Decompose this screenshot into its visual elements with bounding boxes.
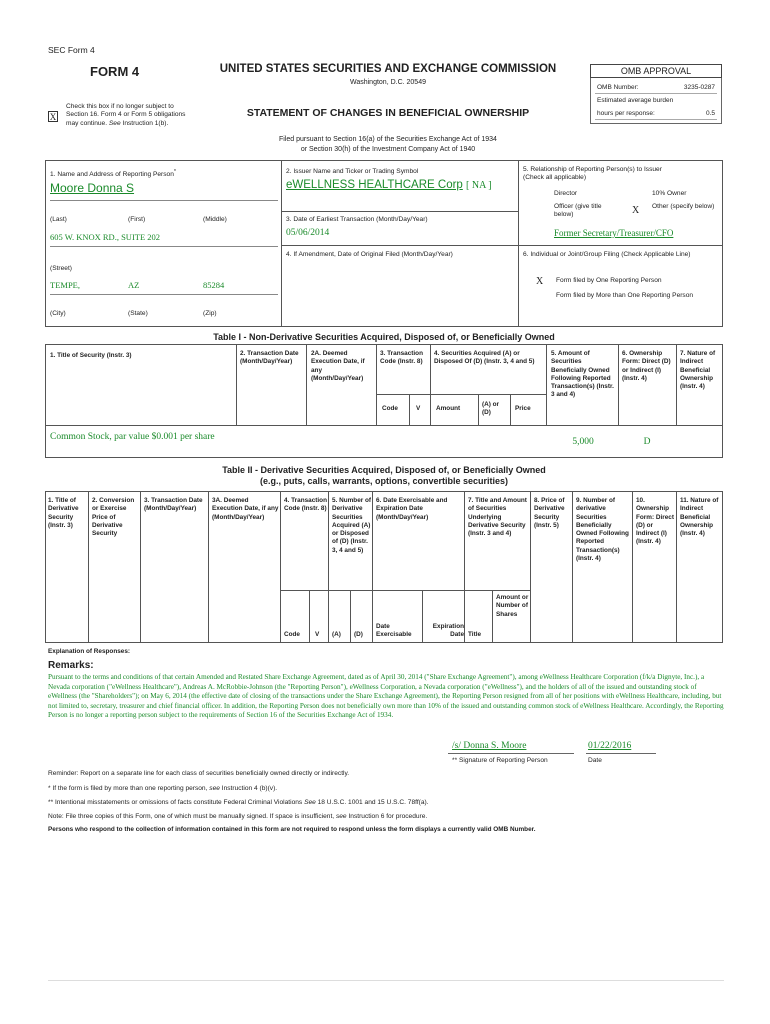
no-longer-subject-text: Check this box if no longer subject to Section 16. Form 4 or Form 5 obligations may continue. See Instruction 1(b). (66, 103, 186, 127)
reporting-city: TEMPE, (50, 280, 80, 290)
t2-col2-header: 2. Conversion or Exercise Price of Derivative Security (92, 497, 135, 538)
t2-col9-header: 9. Number of derivative Securities Beneficially Owned Following Reported Transaction(s) (Instr. 4) (576, 497, 629, 563)
t2-sub-date-exercisable: Date Exercisable (376, 623, 412, 639)
t1-col1-header: 1. Title of Security (Instr. 3) (50, 352, 132, 359)
t2-col7-header: 7. Title and Amount of Securities Underlying Derivative Security (Instr. 3 and 4) (468, 497, 527, 538)
omb-approval-title: OMB APPROVAL (590, 64, 722, 78)
t2-sub-expiration-date: Expiration Date (432, 623, 464, 639)
remarks-label: Remarks: (48, 660, 94, 671)
filed-by-more-option[interactable]: Form filed by More than One Reporting Person (556, 292, 694, 299)
first-label: (First) (128, 216, 146, 223)
omb-hours-value: 0.5 (705, 110, 715, 117)
state-label: (State) (128, 310, 148, 317)
explanation-label: Explanation of Responses: (48, 648, 131, 655)
earliest-transaction-date: 05/06/2014 (286, 228, 330, 238)
t2-sub-d: (D) (354, 631, 363, 638)
signature: /s/ Donna S. Moore (452, 741, 527, 751)
box3-label: 3. Date of Earliest Transaction (Month/Day/Year) (286, 216, 428, 223)
sec-form-label: SEC Form 4 (48, 45, 95, 55)
t2-sub-code: Code (284, 631, 300, 638)
reporting-state: AZ (128, 280, 140, 290)
filing-check-mark: X (536, 276, 544, 287)
t2-sub-a: (A) (332, 631, 341, 638)
t1-row1-amount-owned: 5,000 (572, 437, 594, 447)
filed-pursuant: Filed pursuant to Section 16(a) of the Securities Exchange Act of 1934 or Section 30(h) of the Investment Company Act of 1940 (279, 136, 497, 153)
table1-title: Table I - Non-Derivative Securities Acquired, Disposed of, or Beneficially Owned (213, 332, 555, 342)
t2-col1-header: 1. Title of Derivative Security (Instr. 3) (48, 497, 79, 529)
filed-by-one-option[interactable]: Form filed by One Reporting Person (556, 277, 662, 284)
t1-col4-header: 4. Securities Acquired (A) or Disposed Of (D) (Instr. 3, 4 and 5) (434, 350, 535, 366)
t2-sub-amount: Amount or Number of Shares (496, 594, 529, 618)
omb-burden-label: Estimated average burden (597, 97, 674, 104)
t2-col10-header: 10. Ownership Form: Direct (D) or Indirect (I) (Instr. 4) (636, 497, 674, 546)
t1-col2a-header: 2A. Deemed Execution Date, if any (Month/Day/Year) (311, 350, 365, 382)
note-copies: Note: File three copies of this Form, one of which must be manually signed. If space is insufficient, see Instruction 6 for procedure. (48, 813, 428, 820)
reporting-zip: 85284 (203, 280, 225, 290)
note-multiple-filers: * If the form is filed by more than one reporting person, see Instruction 4 (b)(v). (48, 785, 278, 792)
t1-col3-header: 3. Transaction Code (Instr. 8) (380, 350, 423, 366)
t2-col3-header: 3. Transaction Date (Month/Day/Year) (144, 497, 203, 513)
date-label: Date (588, 757, 602, 764)
box5-label: 5. Relationship of Reporting Person(s) to Issuer (Check all applicable) (523, 166, 662, 182)
remarks-text: Pursuant to the terms and conditions of that certain Amended and Restated Share Exchange Agreement, dated as of April 30, 2014 ("Share Exchange Agreement"), among eWellness Healthcare Corporation (f/k/a Dignyte, Inc.), a Nevada corporation ("eWellness Healthcare"), Andreas A. McRobbie-Johnson (the "Reporting Person"), eWellness Corporation, a Nevada corporation ("eWellness"), and the holders of all of the issued and outstanding stock of eWellness (the "Shareholders"); on May 6, 2014 (the effective date of closing of the transactions under the Share Exchange Agreement), the Reporting Person resigned from all of her positions with eWellness Healthcare, including, but not limited to, secretary, treasurer and chief financial officer. In addition, the Reporting Person does not beneficially own more than 10% of the issued and outstanding common stock of eWellness Healthcare. Accordingly, the Reporting Person is no longer a reporting person subject to the requirements of Section 16 of the Securities Exchange Act of 1934. (48, 673, 724, 720)
box4-label: 4. If Amendment, Date of Original Filed (Month/Day/Year) (286, 251, 453, 258)
middle-label: (Middle) (203, 216, 227, 223)
table2-title: Table II - Derivative Securities Acquired, Disposed of, or Beneficially Owned (e.g., puts, calls, warrants, options, convertible securities) (222, 465, 546, 486)
officer-check-mark: X (632, 205, 640, 216)
t1-sub-v: V (416, 405, 421, 412)
issuer-name[interactable]: eWELLNESS HEALTHCARE Corp [ NA ] (286, 179, 492, 191)
t1-row1-ownership-form: D (643, 437, 651, 447)
reporting-address: 605 W. KNOX RD., SUITE 202 (50, 232, 161, 242)
t1-col2-header: 2. Transaction Date (Month/Day/Year) (240, 350, 299, 366)
t2-col8-header: 8. Price of Derivative Security (Instr. 5) (534, 497, 565, 529)
t2-col6-header: 6. Date Exercisable and Expiration Date (Month/Day/Year) (376, 497, 448, 521)
commission-location: Washington, D.C. 20549 (349, 79, 426, 86)
commission-title: UNITED STATES SECURITIES AND EXCHANGE COMMISSION (219, 63, 557, 75)
signature-date: 01/22/2016 (588, 741, 632, 751)
zip-label: (Zip) (203, 310, 217, 317)
no-longer-subject-checkbox[interactable]: X (49, 112, 57, 122)
note-misstatements: ** Intentional misstatements or omissions of facts constitute Federal Criminal Violations See 18 U.S.C. 1001 and 15 U.S.C. 78ff(a). (48, 799, 429, 806)
ten-percent-owner-option[interactable]: 10% Owner (652, 190, 687, 197)
t1-col6-header: 6. Ownership Form: Direct (D) or Indirect (I) (Instr. 4) (622, 350, 671, 382)
signature-label: ** Signature of Reporting Person (452, 757, 548, 764)
t2-sub-v: V (315, 631, 320, 638)
omb-number-label: OMB Number: (597, 84, 639, 91)
street-label: (Street) (50, 265, 72, 272)
omb-persons-note: Persons who respond to the collection of information contained in this form are not required to respond unless the form displays a currently valid OMB Number. (48, 826, 536, 833)
other-option[interactable]: Other (specify below) (652, 203, 715, 210)
officer-option[interactable]: Officer (give title below) (554, 203, 602, 219)
reminder-note: Reminder: Report on a separate line for each class of securities beneficially owned directly or indirectly. (48, 770, 350, 777)
city-label: (City) (50, 310, 66, 317)
officer-title: Former Secretary/Treasurer/CFO (554, 228, 674, 238)
t2-col4-header: 4. Transaction Code (Instr. 8) (284, 497, 327, 513)
omb-number-value: 3235-0287 (683, 84, 715, 91)
t1-sub-a-or-d: (A) or (D) (482, 401, 500, 417)
t1-sub-code: Code (382, 405, 398, 412)
t1-row1-security: Common Stock, par value $0.001 per share (50, 432, 215, 442)
t1-sub-amount: Amount (436, 405, 461, 412)
t2-col11-header: 11. Nature of Indirect Beneficial Ownership (Instr. 4) (680, 497, 719, 538)
director-option[interactable]: Director (554, 190, 578, 197)
box2-label: 2. Issuer Name and Ticker or Trading Symbol (286, 168, 419, 175)
t2-col3a-header: 3A. Deemed Execution Date, if any (Month/Day/Year) (212, 497, 279, 521)
reporting-person-name[interactable]: Moore Donna S (50, 181, 135, 195)
omb-approval-box (590, 64, 722, 124)
omb-hours-label: hours per response: (597, 110, 655, 117)
box6-label: 6. Individual or Joint/Group Filing (Check Applicable Line) (523, 251, 691, 258)
last-label: (Last) (50, 216, 67, 223)
t1-sub-price: Price (515, 405, 531, 412)
t1-col7-header: 7. Nature of Indirect Beneficial Ownership (Instr. 4) (680, 350, 716, 391)
t1-col5-header: 5. Amount of Securities Beneficially Owned Following Reported Transaction(s) (Instr. 3 and 4) (551, 350, 614, 399)
t2-sub-title: Title (468, 631, 482, 638)
t2-col5-header: 5. Number of Derivative Securities Acquired (A) or Disposed of (D) (Instr. 3, 4 and 5) (332, 497, 372, 554)
box1-label: 1. Name and Address of Reporting Person* (50, 169, 177, 179)
statement-title: STATEMENT OF CHANGES IN BENEFICIAL OWNERSHIP (246, 107, 530, 119)
form-title: FORM 4 (90, 64, 140, 79)
